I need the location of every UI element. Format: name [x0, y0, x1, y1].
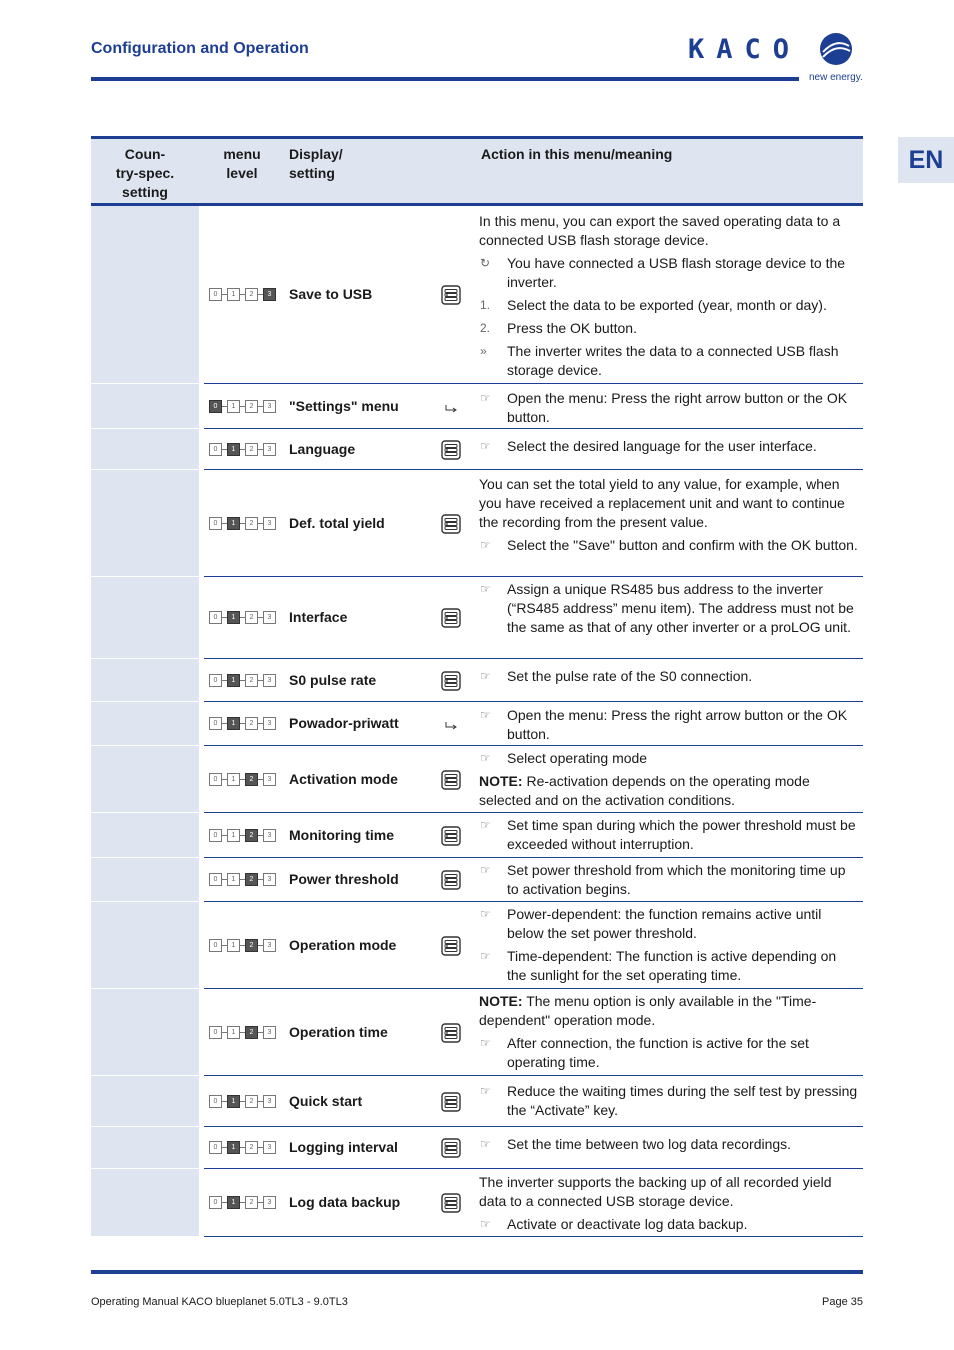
- country-setting-cell: [91, 1169, 199, 1237]
- table-row: [91, 1169, 863, 1237]
- step-marker: ☞: [480, 1084, 491, 1098]
- table-body: [91, 206, 863, 1237]
- table-row: [91, 746, 863, 813]
- step-text: Set time span during which the power threshold must be exceeded without interruption.: [507, 817, 856, 852]
- list-icon: [441, 1092, 461, 1117]
- level-box: 0: [209, 1196, 222, 1209]
- level-box: 3: [263, 674, 276, 687]
- level-box: 3: [263, 1026, 276, 1039]
- level-box: 3: [263, 443, 276, 456]
- level-box: 3: [263, 1196, 276, 1209]
- step-marker: 2.: [480, 321, 491, 335]
- country-setting-cell: [91, 902, 199, 989]
- logo-wordmark: KACO: [688, 34, 802, 65]
- step-marker: ☞: [480, 751, 491, 765]
- level-box: 1: [227, 1095, 240, 1108]
- step-text: Set power threshold from which the monitoring time up to activation begins.: [507, 862, 846, 897]
- action-cell: [479, 580, 859, 641]
- menu-level-indicator: [209, 443, 276, 456]
- step-text: Time-dependent: The function is active depending on the sunlight for the set operating time.: [507, 948, 837, 983]
- country-setting-cell: [91, 989, 199, 1076]
- step-marker: ☞: [480, 708, 491, 722]
- action-step: [479, 816, 859, 854]
- level-box: 2: [245, 1026, 258, 1039]
- action-step: [479, 1034, 859, 1072]
- step-marker: ☞: [480, 669, 491, 683]
- level-box: 2: [245, 1141, 258, 1154]
- note-body: Re-activation depends on the operating mode selected and on the activation conditions.: [479, 773, 810, 808]
- table-row: [91, 577, 863, 659]
- level-box: 2: [245, 1196, 258, 1209]
- submenu-arrow-icon: [441, 397, 461, 422]
- action-step: [479, 296, 859, 315]
- level-box: 1: [227, 1026, 240, 1039]
- setting-name: Def. total yield: [289, 515, 385, 531]
- footer-manual-title: Operating Manual KACO blueplanet 5.0TL3 - 9.0TL3: [91, 1296, 348, 1308]
- menu-level-indicator: [209, 1141, 276, 1154]
- action-intro: In this menu, you can export the saved operating data to a connected USB flash storage device.: [479, 213, 841, 248]
- step-text: Power-dependent: the function remains active until below the set power threshold.: [507, 906, 822, 941]
- level-box: 3: [263, 517, 276, 530]
- language-tab: EN: [898, 137, 954, 183]
- level-box: 1: [227, 611, 240, 624]
- level-box: 0: [209, 400, 222, 413]
- level-box: 0: [209, 773, 222, 786]
- setting-name: Save to USB: [289, 286, 373, 302]
- table-row: [91, 858, 863, 902]
- country-setting-cell: [91, 813, 199, 858]
- step-text: The inverter writes the data to a connected USB flash storage device.: [507, 343, 839, 378]
- level-box: 1: [227, 873, 240, 886]
- level-box: 2: [245, 1095, 258, 1108]
- step-marker: ↻: [480, 256, 491, 270]
- level-box: 2: [245, 873, 258, 886]
- list-icon: [441, 1138, 461, 1163]
- action-cell: [479, 389, 859, 431]
- setting-name: Interface: [289, 609, 348, 625]
- level-box: 1: [227, 400, 240, 413]
- level-box: 3: [263, 873, 276, 886]
- country-setting-cell: [91, 384, 199, 429]
- list-icon: [441, 770, 461, 795]
- action-step: [479, 706, 859, 744]
- table-row: [91, 813, 863, 858]
- note-text: [479, 772, 859, 810]
- note-body: The menu option is only available in the "Time-dependent" operation mode.: [479, 993, 817, 1028]
- level-box: 0: [209, 1095, 222, 1108]
- action-cell: [479, 749, 859, 814]
- step-text: Open the menu: Press the right arrow button or the OK button.: [507, 707, 848, 742]
- action-step: [479, 342, 859, 380]
- level-box: 0: [209, 517, 222, 530]
- level-box: 1: [227, 829, 240, 842]
- menu-level-indicator: [209, 288, 276, 301]
- action-step: [479, 319, 859, 338]
- level-box: 3: [263, 939, 276, 952]
- level-box: 3: [263, 717, 276, 730]
- action-cell: [479, 861, 859, 903]
- step-marker: ☞: [480, 1137, 491, 1151]
- menu-level-indicator: [209, 611, 276, 624]
- col-menu-level-header: menu level: [223, 146, 261, 181]
- step-text: Activate or deactivate log data backup.: [507, 1216, 748, 1232]
- list-icon: [441, 936, 461, 961]
- step-text: Open the menu: Press the right arrow button or the OK button.: [507, 390, 848, 425]
- menu-level-indicator: [209, 773, 276, 786]
- step-text: Select the data to be exported (year, month or day).: [507, 297, 827, 313]
- action-step: [479, 254, 859, 292]
- submenu-arrow-icon: [441, 714, 461, 739]
- step-marker: ☞: [480, 1036, 491, 1050]
- list-icon: [441, 826, 461, 851]
- level-box: 1: [227, 1141, 240, 1154]
- step-text: Select the desired language for the user interface.: [507, 438, 817, 454]
- step-text: Set the time between two log data recordings.: [507, 1136, 792, 1152]
- action-cell: [479, 212, 859, 384]
- list-icon: [441, 671, 461, 696]
- level-box: 3: [263, 611, 276, 624]
- step-marker: ☞: [480, 818, 491, 832]
- step-marker: ☞: [480, 907, 491, 921]
- list-icon: [441, 285, 461, 310]
- step-marker: ☞: [480, 863, 491, 877]
- step-marker: ☞: [480, 582, 491, 596]
- country-setting-cell: [91, 1076, 199, 1127]
- logo-tagline: new energy.: [809, 72, 863, 83]
- step-marker: »: [480, 344, 487, 358]
- level-box: 0: [209, 288, 222, 301]
- action-intro: You can set the total yield to any value, for example, when you have received a replacement unit and want to continue the recording from the present value.: [479, 476, 845, 530]
- country-setting-cell: [91, 659, 199, 702]
- level-box: 1: [227, 443, 240, 456]
- action-cell: [479, 992, 859, 1076]
- action-cell: [479, 667, 859, 690]
- action-intro: The inverter supports the backing up of all recorded yield data to a connected USB storage device.: [479, 1174, 832, 1209]
- col-action-header: Action in this menu/meaning: [481, 146, 673, 162]
- level-box: 3: [263, 400, 276, 413]
- action-cell: [479, 816, 859, 858]
- action-step: [479, 667, 859, 686]
- level-box: 3: [263, 1141, 276, 1154]
- menu-level-indicator: [209, 674, 276, 687]
- step-text: Set the pulse rate of the S0 connection.: [507, 668, 753, 684]
- level-box: 2: [245, 939, 258, 952]
- action-cell: [479, 905, 859, 989]
- setting-name: "Settings" menu: [289, 398, 399, 414]
- footer-rule: [91, 1270, 863, 1274]
- step-marker: ☞: [480, 1217, 491, 1231]
- country-cell-divider: [91, 1236, 199, 1237]
- country-setting-cell: [91, 429, 199, 470]
- country-setting-cell: [91, 577, 199, 659]
- level-box: 0: [209, 717, 222, 730]
- table-row: [91, 702, 863, 746]
- action-step: [479, 905, 859, 943]
- step-text: Press the OK button.: [507, 320, 637, 336]
- table-row: [91, 989, 863, 1076]
- menu-level-indicator: [209, 829, 276, 842]
- table-row: [91, 1076, 863, 1127]
- level-box: 3: [263, 773, 276, 786]
- setting-name: Operation time: [289, 1024, 388, 1040]
- setting-name: Monitoring time: [289, 827, 394, 843]
- menu-level-indicator: [209, 1095, 276, 1108]
- level-box: 2: [245, 611, 258, 624]
- table-row: [91, 384, 863, 429]
- level-box: 0: [209, 873, 222, 886]
- setting-name: S0 pulse rate: [289, 672, 377, 688]
- menu-level-indicator: [209, 939, 276, 952]
- action-step: [479, 947, 859, 985]
- step-marker: ☞: [480, 538, 491, 552]
- setting-name: Power threshold: [289, 871, 399, 887]
- setting-name: Operation mode: [289, 937, 397, 953]
- step-text: Reduce the waiting times during the self test by pressing the “Activate” key.: [507, 1083, 858, 1118]
- step-text: Assign a unique RS485 bus address to the inverter (“RS485 address” menu item). The address must not be the same as that of any other inverter or a proLOG unit.: [507, 581, 854, 635]
- level-box: 1: [227, 939, 240, 952]
- country-setting-cell: [91, 702, 199, 746]
- action-cell: [479, 1135, 859, 1158]
- action-step: [479, 1215, 859, 1234]
- level-box: 2: [245, 517, 258, 530]
- level-box: 0: [209, 829, 222, 842]
- action-cell: [479, 1082, 859, 1124]
- table-row: [91, 902, 863, 989]
- action-cell: [479, 1173, 859, 1238]
- setting-name: Quick start: [289, 1093, 363, 1109]
- action-step: [479, 389, 859, 427]
- level-box: 0: [209, 443, 222, 456]
- table-row: [91, 429, 863, 470]
- setting-name: Language: [289, 441, 356, 457]
- level-box: 0: [209, 1141, 222, 1154]
- step-text: You have connected a USB flash storage device to the inverter.: [507, 255, 846, 290]
- menu-table: [91, 136, 863, 1237]
- table-row: [91, 659, 863, 702]
- menu-level-indicator: [209, 1196, 276, 1209]
- level-box: 2: [245, 717, 258, 730]
- level-box: 0: [209, 1026, 222, 1039]
- country-setting-cell: [91, 470, 199, 577]
- level-box: 3: [263, 829, 276, 842]
- setting-name: Log data backup: [289, 1194, 401, 1210]
- note-text: [479, 992, 859, 1030]
- action-step: [479, 861, 859, 899]
- table-header: [91, 136, 863, 206]
- level-box: 2: [245, 443, 258, 456]
- setting-name: Activation mode: [289, 771, 398, 787]
- col-display-header: Display/ setting: [289, 146, 343, 181]
- list-icon: [441, 514, 461, 539]
- action-step: [479, 749, 859, 768]
- level-box: 1: [227, 517, 240, 530]
- level-box: 1: [227, 674, 240, 687]
- level-box: 1: [227, 288, 240, 301]
- list-icon: [441, 440, 461, 465]
- section-title: Configuration and Operation: [91, 40, 309, 57]
- level-box: 2: [245, 829, 258, 842]
- action-cell: [479, 706, 859, 748]
- step-text: Select the "Save" button and confirm with the OK button.: [507, 537, 858, 553]
- menu-level-indicator: [209, 873, 276, 886]
- list-icon: [441, 608, 461, 633]
- action-step: [479, 437, 859, 456]
- step-marker: ☞: [480, 439, 491, 453]
- action-step: [479, 1082, 859, 1120]
- level-box: 1: [227, 1196, 240, 1209]
- country-setting-cell: [91, 1127, 199, 1169]
- level-box: 0: [209, 674, 222, 687]
- menu-level-indicator: [209, 1026, 276, 1039]
- action-cell: [479, 475, 859, 559]
- level-box: 0: [209, 939, 222, 952]
- table-row: [91, 1127, 863, 1169]
- country-setting-cell: [91, 746, 199, 813]
- menu-level-indicator: [209, 517, 276, 530]
- setting-name: Logging interval: [289, 1139, 398, 1155]
- menu-level-indicator: [209, 717, 276, 730]
- note-label: NOTE:: [479, 773, 523, 789]
- action-step: [479, 536, 859, 555]
- logo-wave-icon: [819, 32, 853, 66]
- step-marker: ☞: [480, 391, 491, 405]
- level-box: 2: [245, 773, 258, 786]
- level-box: 3: [263, 288, 276, 301]
- level-box: 2: [245, 400, 258, 413]
- action-cell: [479, 437, 859, 460]
- step-marker: 1.: [480, 298, 491, 312]
- step-text: Select operating mode: [507, 750, 648, 766]
- list-icon: [441, 1023, 461, 1048]
- country-setting-cell: [91, 206, 199, 384]
- level-box: 0: [209, 611, 222, 624]
- country-setting-cell: [91, 858, 199, 902]
- note-label: NOTE:: [479, 993, 523, 1009]
- step-text: After connection, the function is active for the set operating time.: [507, 1035, 809, 1070]
- action-step: [479, 580, 859, 637]
- table-row: [91, 470, 863, 577]
- list-icon: [441, 1193, 461, 1218]
- setting-name: Powador-priwatt: [289, 715, 399, 731]
- footer-page-number: Page 35: [822, 1296, 863, 1308]
- action-step: [479, 1135, 859, 1154]
- level-box: 2: [245, 288, 258, 301]
- header-rule: [91, 77, 799, 81]
- step-marker: ☞: [480, 949, 491, 963]
- col-country-header: Coun- try-spec. setting: [115, 146, 175, 200]
- level-box: 2: [245, 674, 258, 687]
- list-icon: [441, 870, 461, 895]
- level-box: 1: [227, 717, 240, 730]
- menu-level-indicator: [209, 400, 276, 413]
- level-box: 3: [263, 1095, 276, 1108]
- level-box: 1: [227, 773, 240, 786]
- table-row: [91, 206, 863, 384]
